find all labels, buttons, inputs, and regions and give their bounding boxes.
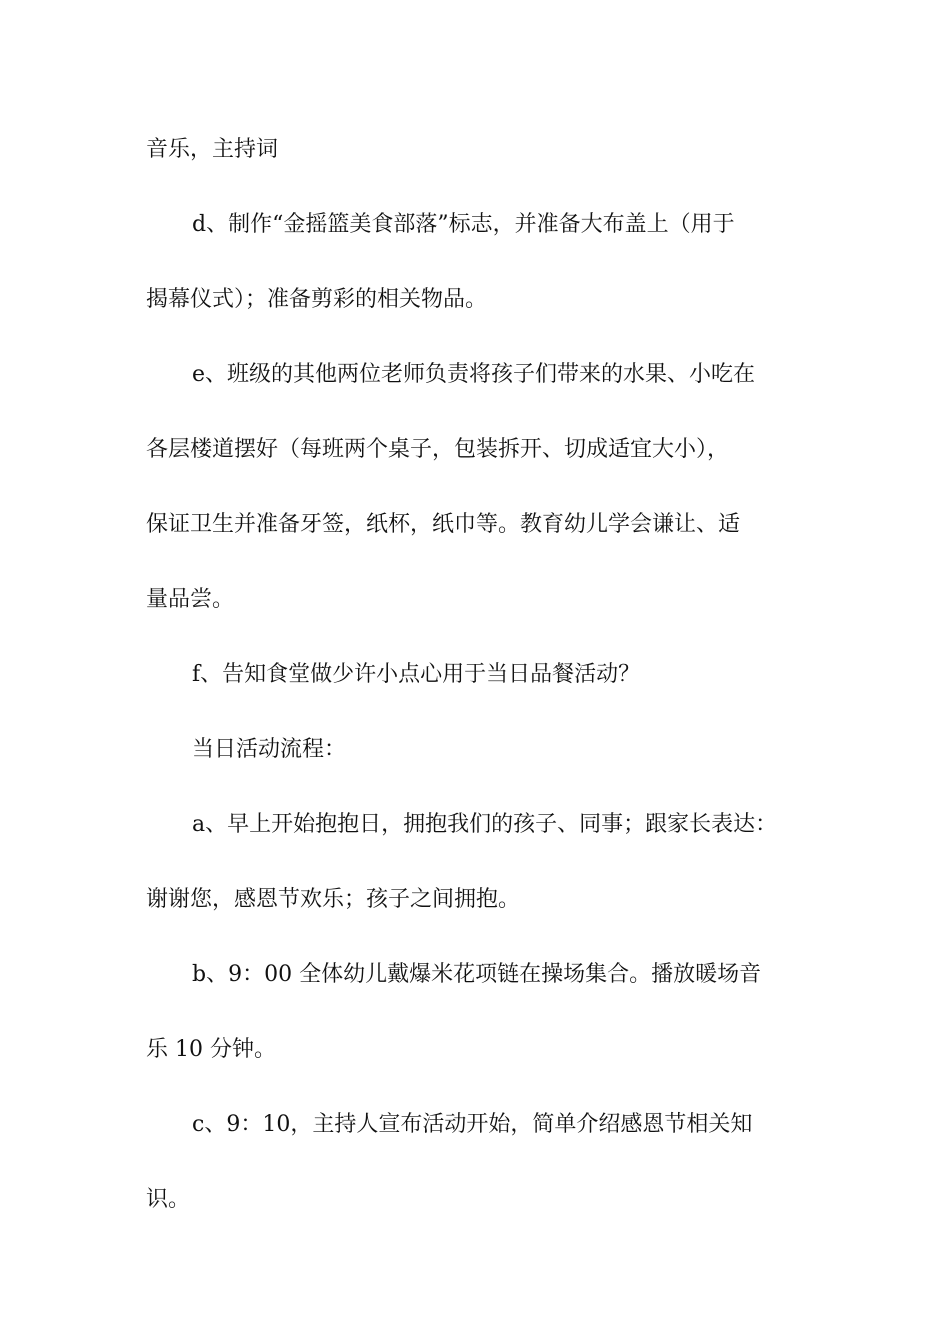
text-line-13: 乐 10 分钟。	[146, 1037, 276, 1062]
text-line-7: 量品尝。	[146, 587, 235, 612]
text-line-10: a、早上开始抱抱日，拥抱我们的孩子、同事；跟家长表达：	[192, 812, 778, 837]
text-line-2: d、制作“金摇篮美食部落”标志，并准备大布盖上（用于	[192, 212, 735, 237]
text-line-6: 保证卫生并准备牙签，纸杯，纸巾等。教育幼儿学会谦让、适	[146, 512, 741, 537]
text-line-1: 音乐，主持词	[146, 137, 279, 162]
text-line-11: 谢谢您，感恩节欢乐；孩子之间拥抱。	[146, 887, 521, 912]
text-line-9: 当日活动流程：	[192, 737, 347, 762]
text-line-4: e、班级的其他两位老师负责将孩子们带来的水果、小吃在	[192, 362, 756, 387]
text-line-3: 揭幕仪式）；准备剪彩的相关物品。	[146, 287, 488, 312]
text-line-15: 识。	[146, 1187, 191, 1212]
text-line-8: f、告知食堂做少许小点心用于当日品餐活动？	[192, 662, 641, 687]
text-line-14: c、9：10，主持人宣布活动开始，简单介绍感恩节相关知	[192, 1112, 753, 1137]
text-line-12: b、9：00 全体幼儿戴爆米花项链在操场集合。播放暖场音	[192, 962, 762, 987]
text-line-5: 各层楼道摆好（每班两个桌子，包装拆开、切成适宜大小），	[146, 437, 730, 462]
